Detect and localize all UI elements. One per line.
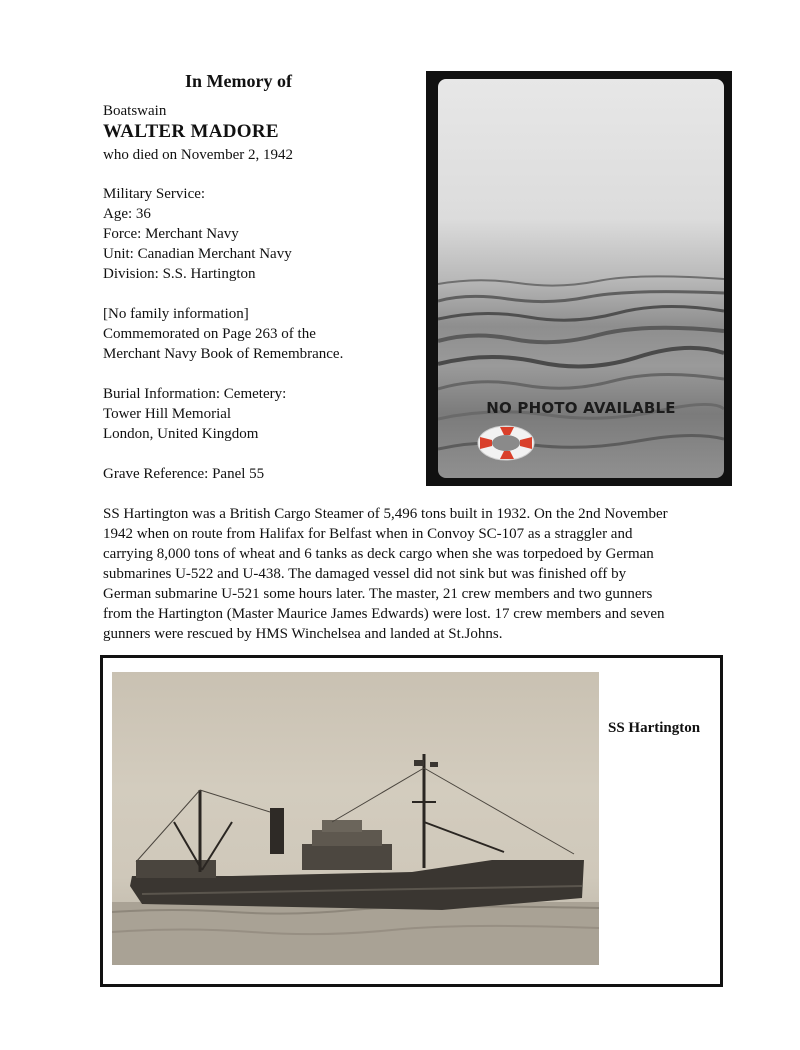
service-unit: Unit: Canadian Merchant Navy [103, 246, 292, 262]
grave-reference: Grave Reference: Panel 55 [103, 466, 265, 482]
service-heading: Military Service: [103, 186, 206, 202]
military-service-section [103, 184, 292, 284]
ship-photo-frame [100, 655, 723, 987]
commemoration-line-1: Commemorated on Page 263 of the [103, 326, 316, 342]
rank-label: Boatswain [103, 103, 167, 119]
history-line: gunners were rescued by HMS Winchelsea and landed at St.Johns. [103, 626, 503, 642]
history-line: SS Hartington was a British Cargo Steamer of 5,496 tons built in 1932. On the 2nd November [103, 506, 668, 522]
death-date: who died on November 2, 1942 [103, 147, 293, 163]
memorial-heading: In Memory of [185, 71, 292, 91]
sea-photo [438, 79, 724, 478]
family-section [103, 304, 343, 364]
burial-memorial: Tower Hill Memorial [103, 406, 232, 422]
sea-waves-image [438, 79, 724, 478]
family-note: [No family information] [103, 306, 249, 322]
burial-heading: Burial Information: Cemetery: [103, 386, 287, 402]
ship-caption: SS Hartington [608, 720, 701, 736]
service-force: Force: Merchant Navy [103, 226, 239, 242]
burial-section [103, 384, 286, 444]
history-line: submarines U-522 and U-438. The damaged vessel did not sink but was finished off by [103, 566, 627, 582]
history-line: 1942 when on route from Halifax for Belfast when in Convoy SC-107 as a straggler and [103, 526, 633, 542]
person-name: WALTER MADORE [103, 121, 279, 142]
ship-history-paragraph [103, 504, 743, 644]
history-line: carrying 8,000 tons of wheat and 6 tanks as deck cargo when she was torpedoed by German [103, 546, 654, 562]
history-line: from the Hartington (Master Maurice James Edwards) were lost. 17 crew members and seven [103, 606, 665, 622]
commemoration-line-2: Merchant Navy Book of Remembrance. [103, 346, 344, 362]
portrait-placeholder-frame [426, 71, 732, 486]
burial-location: London, United Kingdom [103, 426, 259, 442]
history-line: German submarine U-521 some hours later. The master, 21 crew members and two gunners [103, 586, 653, 602]
lifebuoy-icon [474, 421, 538, 465]
ship-photo [112, 672, 599, 965]
service-age: Age: 36 [103, 206, 151, 222]
no-photo-label: NO PHOTO AVAILABLE [486, 399, 676, 417]
ship-image [112, 672, 599, 965]
service-division: Division: S.S. Hartington [103, 266, 256, 282]
